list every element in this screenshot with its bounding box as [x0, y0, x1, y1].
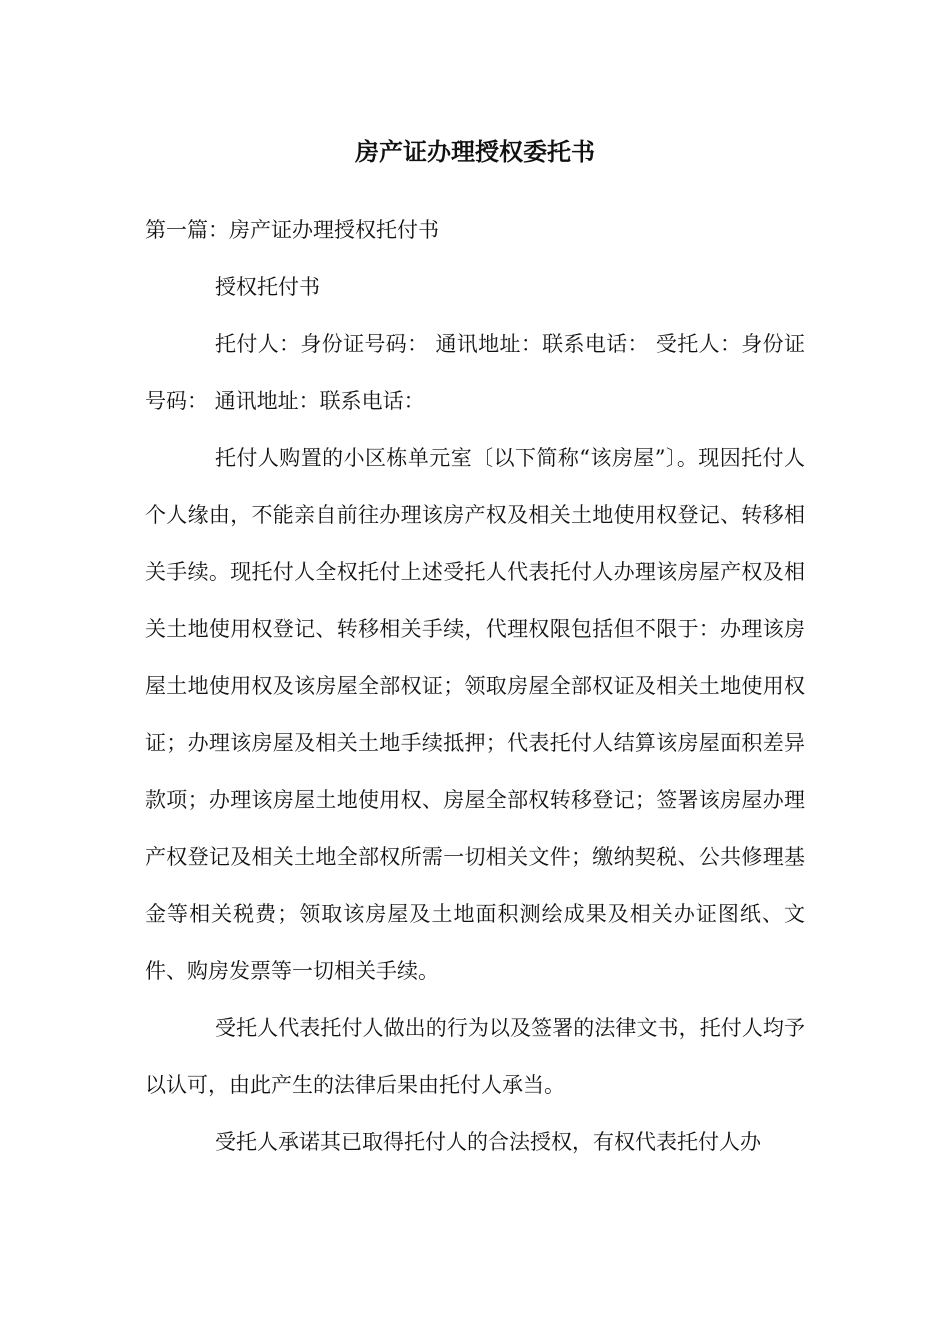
section-heading: 第一篇：房产证办理授权托付书 — [145, 218, 439, 242]
paragraph-acknowledgement: 受托人代表托付人做出的行为以及签署的法律文书，托付人均予以认可，由此产生的法律后果由托付人承当。 — [145, 1016, 805, 1097]
paragraph-parties: 托付人：身份证号码： 通讯地址：联系电话： 受托人：身份证号码： 通讯地址：联系电话： — [145, 332, 805, 413]
document-title: 房产证办理授权委托书 — [355, 137, 595, 166]
paragraph-authorization-scope: 托付人购置的小区栋单元室〔以下简称“该房屋”〕。现因托付人个人缘由，不能亲自前往办理该房产权及相关土地使用权登记、转移相关手续。现托付人全权托付上述受托人代表托付人办理该房屋产权及相关土地使用权登记、转移相关手续，代理权限包括但不限于：办理该房屋土地使用权及该房屋全部权证；领取房屋全部权证及相关土地使用权证；办理该房屋及相关土地手续抵押；代表托付人结算该房屋面积差异款项；办理该房屋土地使用权、房屋全部权转移登记；签署该房屋办理产权登记及相关土地全部权所需一切相关文件；缴纳契税、公共修理基金等相关税费；领取该房屋及土地面积测绘成果及相关办证图纸、文件、购房发票等一切相关手续。 — [145, 446, 805, 983]
subheading: 授权托付书 — [215, 275, 320, 299]
paragraph-commitment: 受托人承诺其已取得托付人的合法授权，有权代表托付人办 — [215, 1130, 761, 1154]
document-body — [145, 130, 805, 1171]
